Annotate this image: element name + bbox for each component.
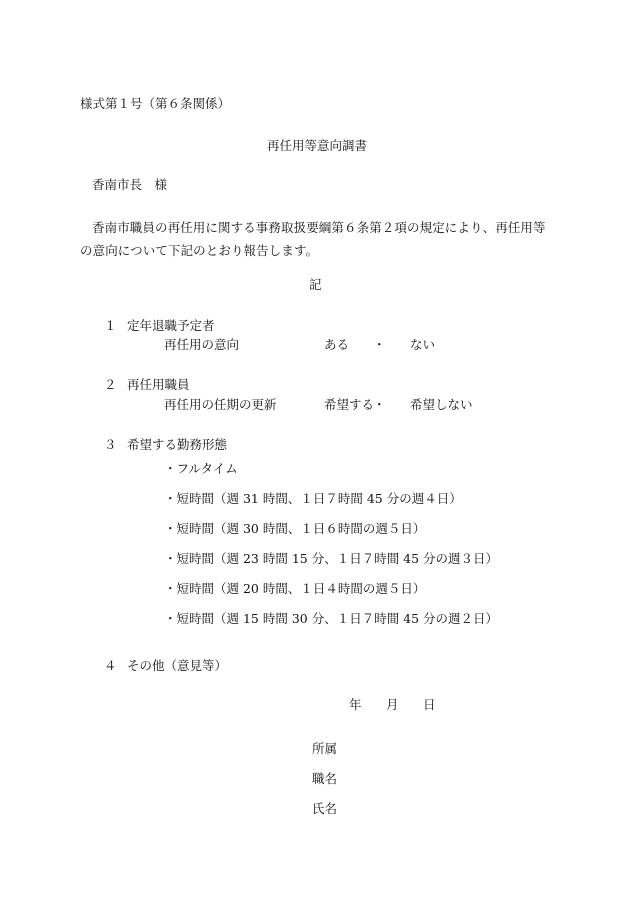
work-style-option: ・短時間（週 31 時間、１日７時間 45 分の週４日）	[164, 491, 462, 506]
item2-separator: ・	[373, 397, 386, 412]
item4-number: ４	[104, 658, 117, 673]
item4-heading: その他（意見等）	[127, 658, 228, 673]
work-style-option: ・短時間（週 30 時間、１日６時間の週５日）	[164, 521, 426, 536]
item2-option-yes: 希望する	[324, 397, 375, 412]
intro-paragraph: 香南市職員の再任用に関する事務取扱要綱第６条第２項の規定により、再任用等の意向について下記のとおり報告します。	[80, 220, 546, 258]
work-style-option: ・短時間（週 20 時間、１日４時間の週５日）	[164, 581, 426, 596]
item1-option-yes: ある	[324, 337, 350, 352]
item2-heading: 再任用職員	[127, 377, 190, 392]
item2-number: ２	[104, 377, 117, 392]
item2-option-no: 希望しない	[410, 397, 473, 412]
date-year-label: 年	[349, 697, 362, 712]
item1-separator: ・	[373, 337, 386, 352]
name-label: 氏名	[312, 801, 338, 816]
item1-number: １	[104, 318, 117, 333]
item1-heading: 定年退職予定者	[127, 318, 215, 333]
addressee: 香南市長 様	[92, 177, 168, 192]
form-number: 様式第１号（第６条関係）	[80, 96, 231, 111]
item3-heading: 希望する勤務形態	[127, 437, 228, 452]
item1-question: 再任用の意向	[164, 337, 240, 352]
document-title: 再任用等意向調書	[267, 138, 368, 153]
date-month-label: 月	[386, 697, 399, 712]
work-style-option: ・フルタイム	[164, 461, 238, 476]
position-label: 職名	[312, 771, 338, 786]
affiliation-label: 所属	[312, 741, 338, 756]
work-style-option: ・短時間（週 15 時間 30 分、１日７時間 45 分の週２日）	[164, 611, 499, 626]
work-style-option: ・短時間（週 23 時間 15 分、１日７時間 45 分の週３日）	[164, 551, 499, 566]
ki-heading: 記	[309, 277, 322, 292]
item1-option-no: ない	[410, 337, 436, 352]
date-day-label: 日	[423, 697, 436, 712]
item2-question: 再任用の任期の更新	[164, 397, 277, 412]
item3-number: ３	[104, 437, 117, 452]
